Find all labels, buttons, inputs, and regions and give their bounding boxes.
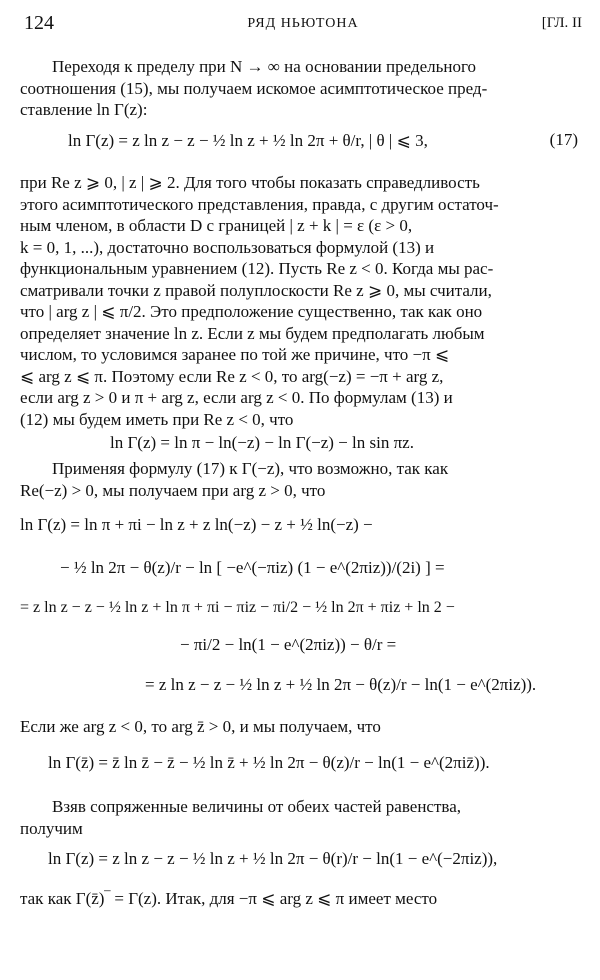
equation-number-17: (17): [549, 130, 578, 149]
equation-long-line-5: = z ln z − z − ½ ln z + ½ ln 2π − θ(z)/r − ln(1 − e^(2πiz)).: [145, 675, 537, 694]
equation-reflection: ln Γ(z) = ln π − ln(−z) − ln Γ(−z) − ln sin πz.: [110, 433, 414, 452]
paragraph-limit-transition: Переходя к пределу при N → ∞ на основании предельного соотношения (15), мы получаем искомое асимптотическое пред- ставление ln Γ(z):: [20, 57, 488, 119]
running-title: РЯД НЬЮТОНА: [247, 16, 359, 31]
equation-long-line-2: − ½ ln 2π − θ(z)/r − ln [ −e^(−πiz) (1 − e^(2πiz))/(2i) ] =: [60, 558, 445, 577]
paragraph-apply-formula-17: Применяя формулу (17) к Γ(−z), что возможно, так как Re(−z) > 0, мы получаем при arg z > 0, что: [20, 459, 449, 500]
equation-long-line-4: − πi/2 − ln(1 − e^(2πiz)) − θ/r =: [180, 635, 397, 654]
page-header: [24, 12, 582, 38]
equation-long-line-3: = z ln z − z − ½ ln z + ln π + πi − πiz − πi/2 − ½ ln 2π + πiz + ln 2 −: [20, 599, 455, 616]
paragraph-conclusion: так как Γ(z̄)‾ = Γ(z). Итак, для −π ⩽ arg z ⩽ π имеет место: [20, 889, 438, 908]
equation-17: ln Γ(z) = z ln z − z − ½ ln z + ½ ln 2π + θ/r, | θ | ⩽ 3,: [68, 131, 428, 150]
chapter-reference: [ГЛ. II: [541, 15, 582, 31]
paragraph-asymptotic-discussion: при Re z ⩾ 0, | z | ⩾ 2. Для того чтобы показать справедливость этого асимптотического представления, правда, с другим остаточ- ным членом, в области D с границей | z + k | = ε (ε > 0, k = 0, 1, ...), достаточно воспользоваться формулой (13) и функциональным уравнением (12). Пусть Re z < 0. Когда мы рас- сматривали точки z правой полуплоскости Re z ⩾ 0, мы считали, что | arg z | ⩽ π/2. Это предположение существенно, так как оно определяет значение ln z. Если z мы будем предполагать любым числом, то условимся заранее по той же причине, что −π ⩽ ⩽ arg z ⩽ π. Поэтому если Re z < 0, то arg(−z) = −π + arg z, если arg z > 0 и π + arg z, если arg z < 0. По формулам (13) и (12) мы будем иметь при Re z < 0, что: [20, 173, 499, 429]
page-number: 124: [24, 12, 54, 34]
equation-final: ln Γ(z) = z ln z − z − ½ ln z + ½ ln 2π − θ(r)/r − ln(1 − e^(−2πiz)),: [48, 849, 498, 868]
paragraph-conjugate-values: Взяв сопряженные величины от обеих частей равенства, получим: [20, 797, 461, 838]
paragraph-negative-arg: Если же arg z < 0, то arg z̄ > 0, и мы получаем, что: [20, 717, 381, 736]
equation-conjugate: ln Γ(z̄) = z̄ ln z̄ − z̄ − ½ ln z̄ + ½ ln 2π − θ(z)/r − ln(1 − e^(2πiz̄)).: [48, 753, 490, 772]
equation-long-line-1: ln Γ(z) = ln π + πi − ln z + z ln(−z) − z + ½ ln(−z) −: [20, 515, 373, 534]
